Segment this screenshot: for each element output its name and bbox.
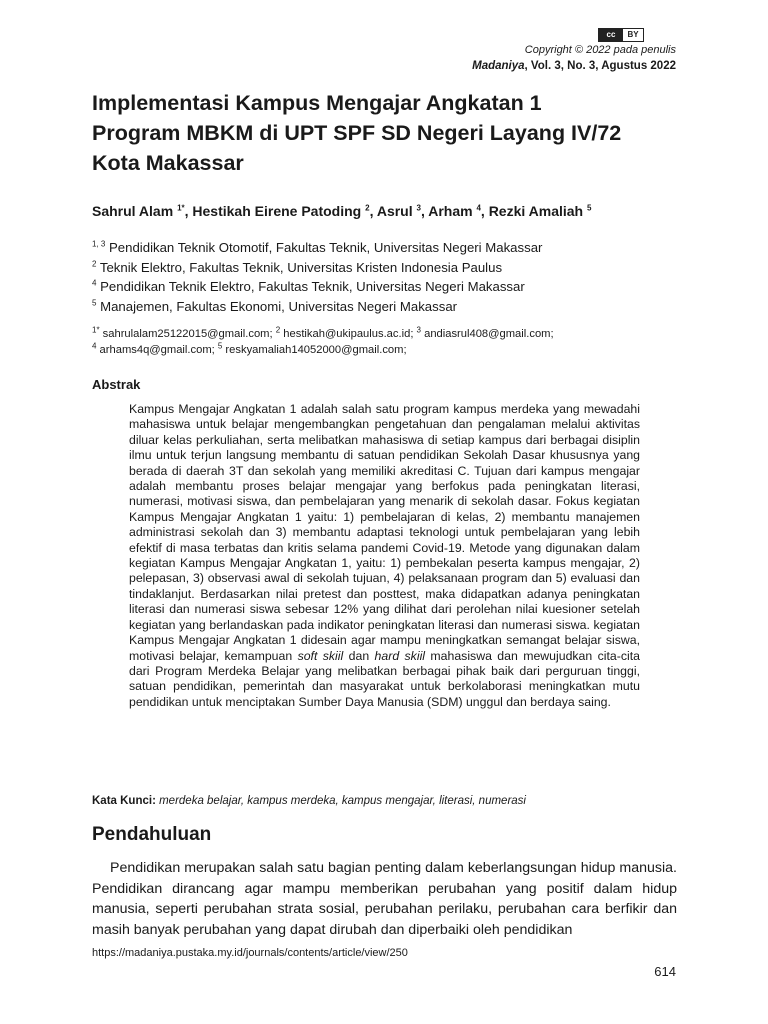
section-heading: Pendahuluan bbox=[92, 824, 212, 845]
cc-icon: cc bbox=[599, 29, 623, 41]
author-name: , Arham bbox=[420, 203, 477, 219]
keywords-label: Kata Kunci: bbox=[92, 795, 160, 807]
email-link[interactable]: andiasrul408@gmail.com; bbox=[420, 328, 554, 340]
email-link[interactable]: arhams4q@gmail.com; bbox=[96, 344, 218, 356]
author-mark: 4 bbox=[476, 203, 481, 213]
author-mark: 3 bbox=[416, 203, 421, 213]
author-name: , Hestikah Eirene Patoding bbox=[184, 203, 366, 219]
section-body bbox=[92, 858, 677, 940]
journal-citation bbox=[472, 60, 676, 72]
page-number: 614 bbox=[654, 964, 676, 979]
affiliation-item: $^5$ Manajemen, Fakultas Ekonomi, Universitas Negeri Makassar bbox=[92, 298, 458, 314]
email-link[interactable]: sahrulalam25122015@gmail.com; bbox=[99, 328, 276, 340]
affiliation-item: $^2$ Teknik Elektro, Fakultas Teknik, Universitas Kristen Indonesia Paulus bbox=[92, 259, 503, 275]
affiliation-item: $^4$ Pendidikan Teknik Elektro, Fakultas Teknik, Universitas Negeri Makassar bbox=[92, 278, 525, 294]
cc-by-license-badge[interactable] bbox=[598, 28, 644, 42]
abstract-body: Kampus Mengajar Angkatan 1 adalah salah satu program kampus merdeka yang mewadahi mahasiswa untuk belajar mengembangkan pengetahuan dan pengalaman melalui aktivitas diluar kelas perkuliahan, serta melibatkan mahasiswa di setiap kampus dari berbagai disiplin ilmu untuk terjun langsung membantu di satuan pendidikan Sekolah Dasar khususnya yang berada di daerah 3T dan sekolah yang memiliki akreditasi C. Tujuan dari kampus mengajar adalah membantu proses belajar mengajar yang berfokus pada peningkatan literasi, numerasi, motivasi siswa, dan pembelajaran yang menarik di sekolah dasar. Fokus kegiatan Kampus Mengajar Angkatan 1 yaitu: 1) pembelajaran di kelas, 2) membantu manajemen administrasi sekolah dan 3) membantu adaptasi teknologi untuk pembelajaran yang lebih efektif di masa terbatas dan kritis selama pandemi Covid-19. Metode yang digunakan dalam kegiatan Kampus Mengajar Angkatan 1, yaitu: 1) pembekalan peserta kampus mengajar, 2) pelepasan, 3) observasi awal di sekolah tujuan, 4) pelaksanaan program dan 5) evaluasi dan tindaklanjut. Berdasarkan nilai pretest dan posttest, maka didapatkan adanya peningkatan literasi dan numerasi siswa sebesar 12% yang dilihat dari perolehan nilai kuesioner setelah kegiatan yang berlandaskan pada indikator peningkatan literasi dan numerasi siswa. kegiatan Kampus Mengajar Angkatan 1 didesain agar mampu meningkatkan semangat belajar siswa, motivasi belajar, kemampuan soft skiil dan hard skiil mahasiswa dan mewujudkan cita-cita dari Program Merdeka Belajar yang melibatkan berbagai pihak baik dari perguruan tinggi, satuan pendidikan, pemerintah dan masyarakat untuk berkolaborasi meningkatkan mutu pendidikan untuk menciptakan Sumber Daya Manusia (SDM) unggul dan berdaya saing. bbox=[129, 402, 640, 709]
author-mark: 2 bbox=[365, 203, 370, 213]
title-line: Program MBKM di UPT SPF SD Negeri Layang IV/72 bbox=[92, 121, 622, 145]
by-icon: BY bbox=[627, 30, 639, 39]
journal-name: Madaniya bbox=[472, 60, 525, 72]
title-line: Kota Makassar bbox=[92, 151, 244, 175]
email-line: $^4$ arhams4q@gmail.com; $^5$ reskyamaliah14052000@gmail.com; bbox=[92, 341, 407, 356]
paper-title bbox=[92, 88, 682, 178]
email-line: $^{1*}$ sahrulalam25122015@gmail.com; $^2$ hestikah@ukipaulus.ac.id; $^3$ andiasrul408@gmail.com; bbox=[92, 325, 554, 340]
body-paragraph: Pendidikan merupakan salah satu bagian penting dalam keberlangsungan hidup manusia. Pendidikan dirancang agar mampu memberikan perubahan yang positif dalam hidup manusia, seperti perubahan strata sosial, perubahan perilaku, perubahan cara berfikir dan masih banyak perubahan yang dapat dirubah dan diperbaiki oleh pendidikan bbox=[92, 860, 677, 938]
author-name: , Asrul bbox=[369, 203, 417, 219]
author-name: , Rezki Amaliah bbox=[480, 203, 587, 219]
keywords bbox=[92, 795, 692, 807]
email-link[interactable]: reskyamaliah14052000@gmail.com; bbox=[222, 344, 407, 356]
title-line: Implementasi Kampus Mengajar Angkatan 1 bbox=[92, 91, 542, 115]
author-list bbox=[92, 203, 692, 219]
journal-issue: , Vol. 3, No. 3, Agustus 2022 bbox=[524, 60, 676, 72]
email-link[interactable]: hestikah@ukipaulus.ac.id; bbox=[280, 328, 417, 340]
author-mark: 1* bbox=[177, 203, 185, 213]
email-list bbox=[92, 326, 692, 358]
copyright-notice: Copyright © 2022 pada penulis bbox=[524, 44, 676, 56]
affiliation-item: $^{1, 3}$ Pendidikan Teknik Otomotif, Fakultas Teknik, Universitas Negeri Makassar bbox=[92, 239, 543, 255]
author-name: Sahrul Alam bbox=[92, 203, 178, 219]
author-mark: 5 bbox=[587, 203, 592, 213]
article-url[interactable]: https://madaniya.pustaka.my.id/journals/contents/article/view/250 bbox=[92, 947, 408, 959]
keywords-values: merdeka belajar, kampus merdeka, kampus mengajar, literasi, numerasi bbox=[159, 795, 526, 807]
affiliation-list bbox=[92, 238, 692, 316]
abstract-heading: Abstrak bbox=[92, 377, 141, 392]
